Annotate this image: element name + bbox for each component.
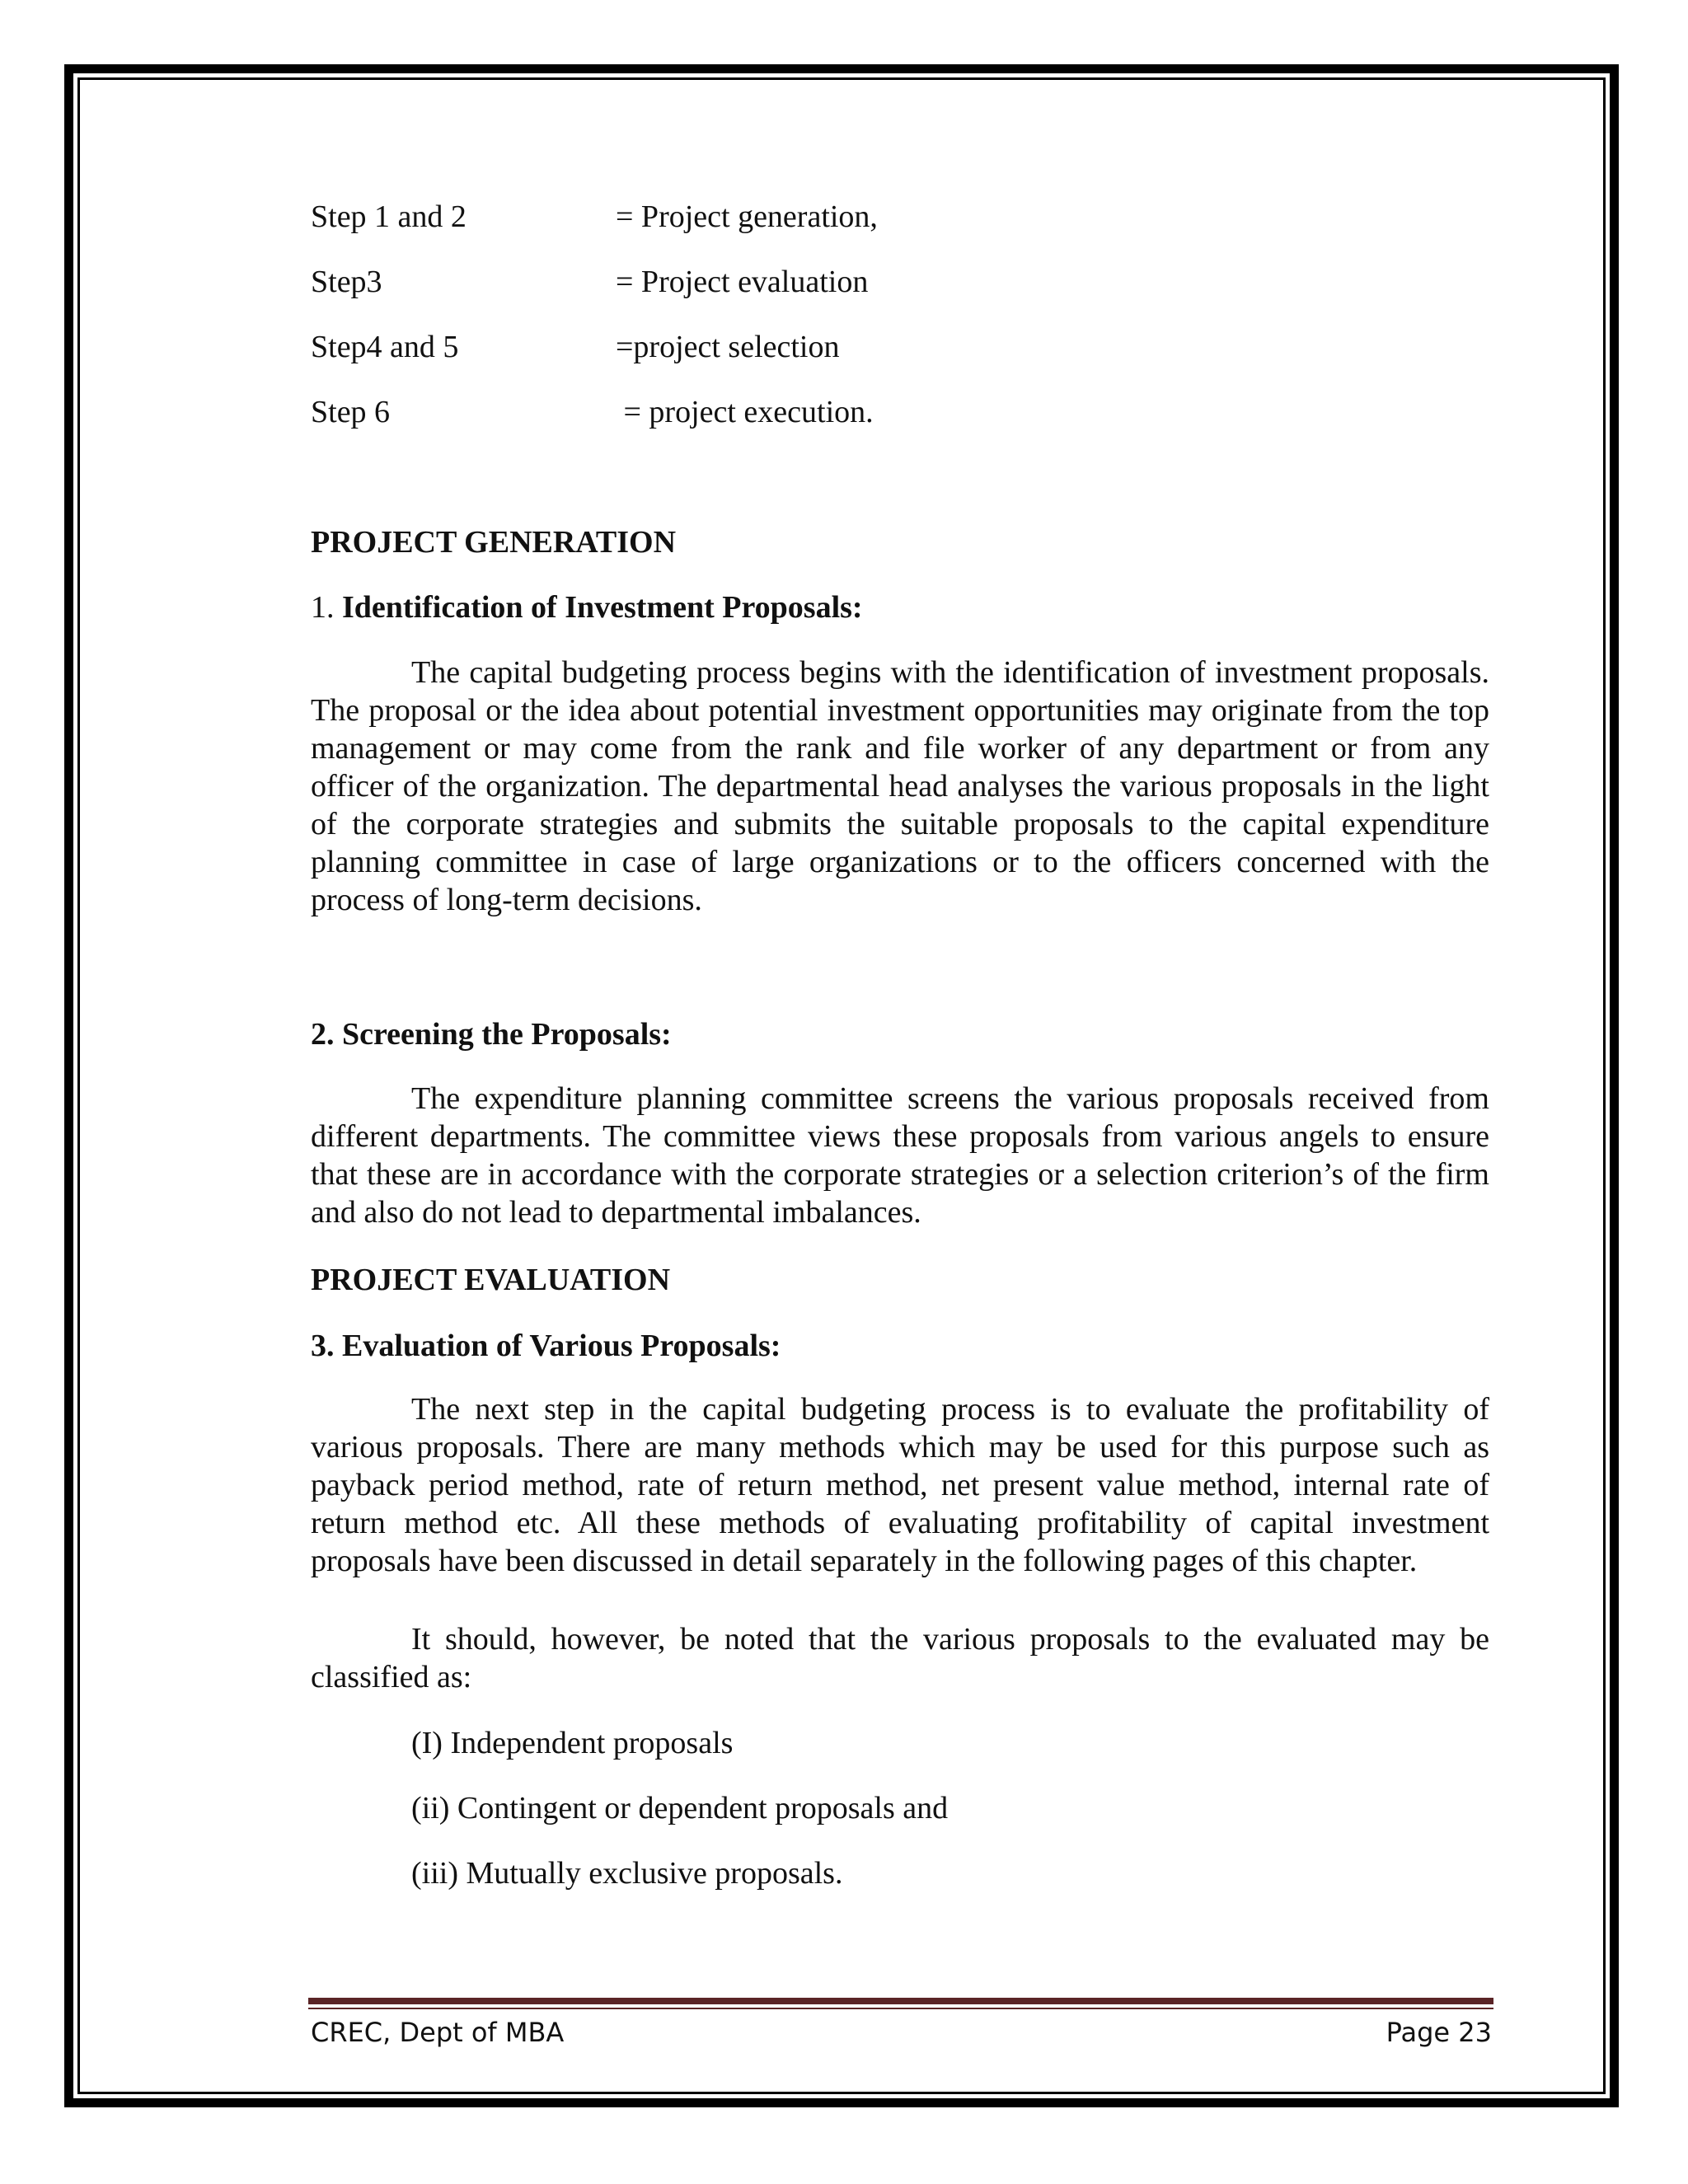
footer-rule-thick: [308, 1998, 1493, 2004]
step-label: Step 1 and 2: [311, 199, 467, 234]
step-value: = Project evaluation: [616, 265, 869, 299]
step-label: Step3: [311, 265, 382, 299]
step-value: = Project generation,: [616, 199, 878, 234]
step-row: [311, 263, 1489, 304]
step-label: Step 6: [311, 395, 391, 429]
paragraph-evaluation: The next step in the capital budgeting process is to evaluate the profitability of various proposals. There are many methods which may be used for this purpose such as payback period method, rate of return method, net present value method, internal rate of return method etc. All these methods of evaluating profitability of capital investment proposals have been discussed in detail separately in the following pages of this chapter.: [311, 1392, 1489, 1578]
section-heading-evaluation: PROJECT EVALUATION: [311, 1263, 671, 1297]
item-number: 1.: [311, 590, 335, 625]
item-heading-identification: [311, 588, 863, 626]
list-item: (ii) Contingent or dependent proposals and: [411, 1791, 949, 1825]
step-row: [311, 328, 1489, 369]
footer-rule-thin: [308, 2008, 1493, 2009]
section-heading-generation: PROJECT GENERATION: [311, 525, 677, 560]
list-item: (iii) Mutually exclusive proposals.: [411, 1856, 843, 1891]
item-heading-evaluation: 3. Evaluation of Various Proposals:: [311, 1329, 781, 1363]
step-row: [311, 393, 1489, 434]
list-item: (I) Independent proposals: [411, 1726, 734, 1760]
item-title: Identification of Investment Proposals:: [342, 590, 863, 625]
paragraph-classification: It should, however, be noted that the various proposals to the evaluated may be classified as:: [311, 1622, 1489, 1694]
step-value: =project selection: [616, 330, 840, 364]
step-row: [311, 198, 1489, 239]
footer-page-number: Page 23: [1386, 2017, 1492, 2048]
item-heading-screening: 2. Screening the Proposals:: [311, 1017, 672, 1052]
paragraph-screening: The expenditure planning committee screens the various proposals received from different departments. The committee views these proposals from various angels to ensure that these are in accordance with the corporate strategies or a selection criterion’s of the firm and also do not lead to departmental imbalances.: [311, 1081, 1489, 1230]
footer-department: CREC, Dept of MBA: [311, 2017, 565, 2048]
step-value: = project execution.: [616, 395, 874, 429]
step-label: Step4 and 5: [311, 330, 459, 364]
paragraph-identification: The capital budgeting process begins with the identification of investment proposals. The proposal or the idea about potential investment opportunities may originate from the top management or may come from the rank and file worker of any department or from any officer of the organization. The departmental head analyses the various proposals in the light of the corporate strategies and submits the suitable proposals to the capital expenditure planning committee in case of large organizations or to the officers concerned with the process of long-term decisions.: [311, 655, 1489, 917]
